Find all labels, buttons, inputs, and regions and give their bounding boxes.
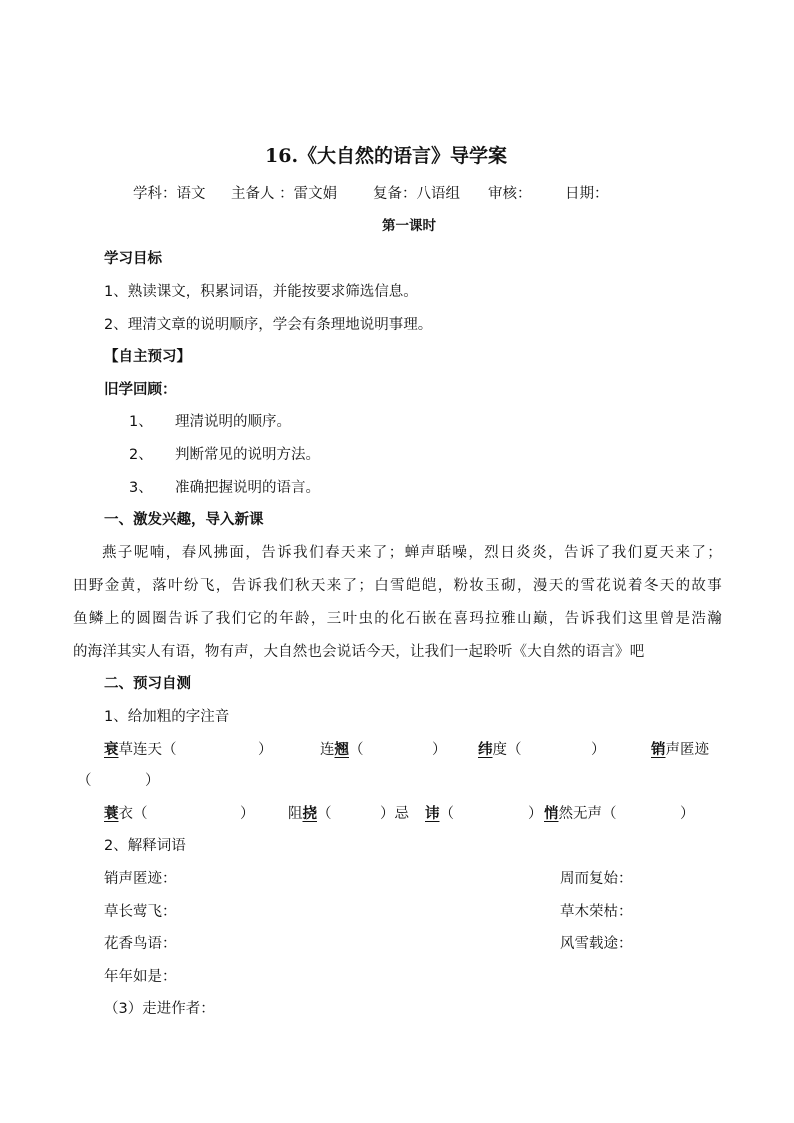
pinyin-close: ） <box>591 742 606 758</box>
pinyin-close: ） <box>145 773 160 789</box>
vocab-term: 草长莺飞： <box>104 904 177 920</box>
meta-preparer: 主备人 ：雷文娟 <box>231 186 338 202</box>
pinyin-item: 连翘（ <box>320 742 364 758</box>
pinyin-close: ） <box>528 806 543 822</box>
bold-character: 销 <box>651 742 666 758</box>
pinyin-item: 销声匿迹 <box>651 742 709 758</box>
pinyin-close: ） <box>240 806 255 822</box>
pinyin-item: 阻挠（ <box>288 806 332 822</box>
pinyin-item: 蓑衣（ <box>104 806 148 822</box>
meta-date: 日期： <box>565 186 609 202</box>
review-heading: 旧学回顾： <box>104 382 177 398</box>
meta-subject: 学科：语文 <box>133 186 206 202</box>
bold-character: 蓑 <box>104 806 119 822</box>
question-heading: 2、解释词语 <box>104 838 186 854</box>
review-item-text: 判断常见的说明方法。 <box>175 447 320 463</box>
goals-heading: 学习目标 <box>104 251 162 267</box>
vocab-term: 年年如是： <box>104 969 177 985</box>
vocab-term: 风雪载途： <box>560 936 633 952</box>
pinyin-open: （ <box>77 773 92 789</box>
page-title: 16.《大自然的语言》导学案 <box>265 145 508 167</box>
review-item-number: 3、 <box>129 480 153 496</box>
bold-character: 讳 <box>425 806 440 822</box>
meta-review: 复备：八语组 <box>373 186 460 202</box>
section-heading-pretest: 二、预习自测 <box>104 676 191 692</box>
preview-heading: 【自主预习】 <box>104 349 191 365</box>
intro-paragraph-line: 鱼鳞上的圆圈告诉了我们它的年龄，三叶虫的化石嵌在喜玛拉雅山巅，告诉我们这里曾是浩瀚 <box>73 611 722 627</box>
pinyin-close: ） <box>432 742 447 758</box>
question-heading: 1、给加粗的字注音 <box>104 709 230 725</box>
vocab-term: 花香鸟语： <box>104 936 177 952</box>
intro-paragraph-line: 的海洋其实人有语，物有声，大自然也会说话今天，让我们一起聆听《大自然的语言》吧 <box>73 644 645 660</box>
review-item-number: 1、 <box>129 414 153 430</box>
bold-character: 衰 <box>104 742 119 758</box>
question-heading: （3）走进作者： <box>104 1001 215 1017</box>
section-heading-intro: 一、激发兴趣，导入新课 <box>104 512 264 528</box>
pinyin-close: ） <box>680 806 695 822</box>
lesson-label: 第一课时 <box>382 218 436 234</box>
intro-paragraph-line: 燕子呢喃，春风拂面，告诉我们春天来了；蝉声聒噪，烈日炎炎，告诉了我们夏天来了； <box>102 545 722 561</box>
pinyin-item: 衰草连天（ <box>104 742 177 758</box>
pinyin-item: 纬度（ <box>478 742 522 758</box>
pinyin-close: ） <box>258 742 273 758</box>
goal-item: 2、理清文章的说明顺序，学会有条理地说明事理。 <box>104 317 433 333</box>
pinyin-item: 悄然无声（ <box>544 806 617 822</box>
vocab-term: 销声匿迹： <box>104 871 177 887</box>
vocab-term: 周而复始： <box>560 871 633 887</box>
review-item-number: 2、 <box>129 447 153 463</box>
pinyin-close: ）忌 <box>380 806 409 822</box>
goal-item: 1、熟读课文，积累词语，并能按要求筛选信息。 <box>104 284 418 300</box>
vocab-term: 草木荣枯： <box>560 904 633 920</box>
bold-character: 悄 <box>544 806 559 822</box>
meta-audit: 审核： <box>488 186 532 202</box>
intro-paragraph-line: 田野金黄，落叶纷飞，告诉我们秋天来了；白雪皑皑，粉妆玉砌，漫天的雪花说着冬天的故事 <box>73 578 722 594</box>
bold-character: 纬 <box>478 742 493 758</box>
pinyin-item: 讳（ <box>425 806 454 822</box>
bold-character: 挠 <box>302 806 317 822</box>
review-item-text: 准确把握说明的语言。 <box>175 480 320 496</box>
review-item-text: 理清说明的顺序。 <box>175 414 291 430</box>
bold-character: 翘 <box>334 742 349 758</box>
